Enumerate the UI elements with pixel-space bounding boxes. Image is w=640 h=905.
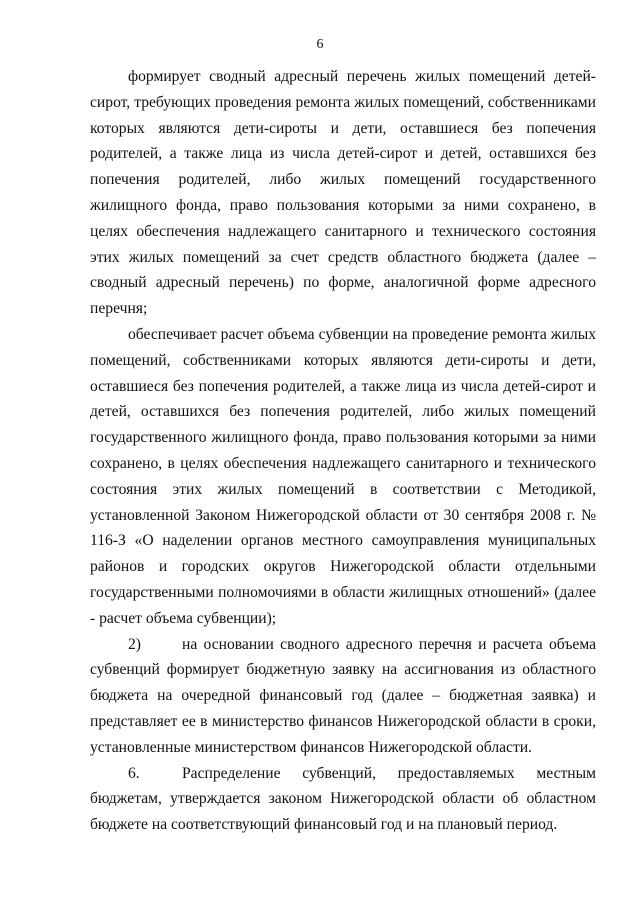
paragraph-text: Распределение субвенций, предоставляемых местным бюджетам, утверждается законом Нижегородской области об областном бюджете на соответствующий финансовый год и на плановый период.	[90, 764, 596, 834]
item-number: 2)	[128, 635, 141, 653]
item-number: 6.	[128, 764, 140, 782]
paragraph-item-2	[90, 632, 596, 761]
paragraph-summary-list: формирует сводный адресный перечень жилых помещений детей-сирот, требующих проведения ремонта жилых помещений, собственниками которых являются дети-сироты и дети, оставшиеся без попечения родителей, а также лица из числа детей-сирот и детей, оставшихся без попечения родителей, либо жилых помещений государственного жилищного фонда, право пользования которыми за ними сохранено, в целях обеспечения надлежащего санитарного и технического состояния этих жилых помещений за счет средств областного бюджета (далее – сводный адресный перечень) по форме, аналогичной форме адресного перечня;	[90, 68, 596, 318]
document-body	[90, 64, 596, 838]
page-number: 6	[316, 37, 324, 52]
paragraph-subvention-calculation: обеспечивает расчет объема субвенции на проведение ремонта жилых помещений, собственниками которых являются дети-сироты и дети, оставшиеся без попечения родителей, а также лица из числа детей-сирот и детей, оставшихся без попечения родителей, либо жилых помещений государственного жилищного фонда, право пользования которыми за ними сохранено, в целях обеспечения надлежащего санитарного и технического состояния этих жилых помещений в соответствии с Методикой, установленной Законом Нижегородской области от 30 сентября 2008 г. № 116-З «О наделении органов местного самоуправления муниципальных районов и городских округов Нижегородской области отдельными государственными полномочиями в области жилищных отношений» (далее - расчет объема субвенции);	[90, 325, 596, 627]
paragraph-text: на основании сводного адресного перечня и расчета объема субвенций формирует бюджетную заявку на ассигнования из областного бюджета на очередной финансовый год (далее – бюджетная заявка) и представляет ее в министерство финансов Нижегородской области в сроки, установленные министерством финансов Нижегородской области.	[90, 635, 596, 756]
paragraph-item-6	[90, 761, 596, 838]
